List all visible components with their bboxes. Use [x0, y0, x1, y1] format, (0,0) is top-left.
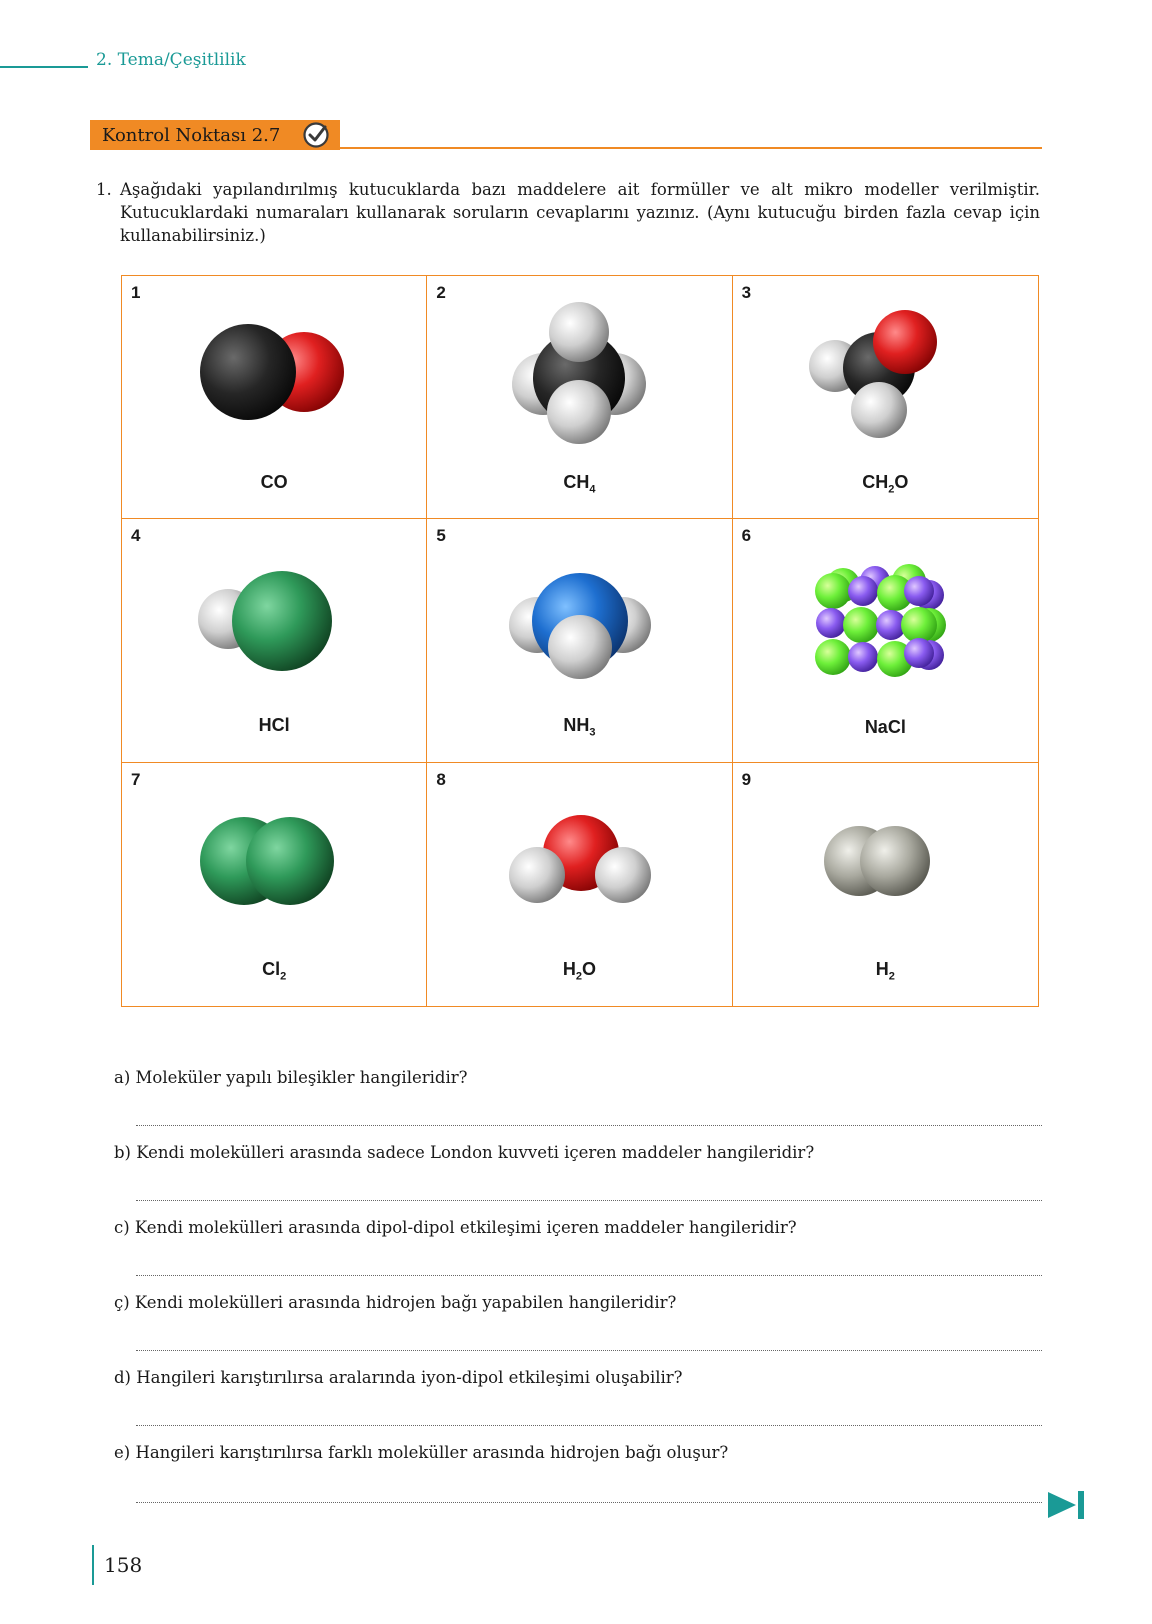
grid-cell-5	[427, 519, 732, 762]
grid-cell-4	[122, 519, 427, 762]
checkpoint-rule	[340, 147, 1042, 149]
nacl-lattice-model	[733, 539, 1038, 729]
cell-number: 3	[741, 283, 752, 302]
cell-formula: $CH_4$	[563, 472, 596, 496]
cell-formula: $NH_3$	[563, 715, 596, 739]
answer-line-e[interactable]	[136, 1502, 1042, 1503]
answer-line-a[interactable]	[136, 1125, 1042, 1126]
subquestion-cc: ç) Kendi molekülleri arasında hidrojen bağı yapabilen hangileridir?	[114, 1293, 677, 1312]
cell-number: 9	[741, 769, 752, 789]
cell-formula: $H_2O$	[562, 958, 597, 983]
molecule-grid	[121, 275, 1039, 1007]
cell-number: 8	[436, 769, 446, 789]
grid-cell-1	[122, 276, 427, 519]
cell-formula: HCl	[258, 715, 290, 736]
page-number-rule	[92, 1545, 94, 1585]
header-title: 2. Tema/Çeşitlilik	[96, 50, 246, 70]
grid-cell-3	[733, 276, 1038, 519]
checkpoint-title: Kontrol Noktası 2.7	[90, 120, 340, 150]
cell-formula: NaCl	[864, 717, 906, 738]
cell-number: 2	[436, 283, 446, 302]
hcl-model	[122, 539, 427, 729]
h2o-model	[427, 783, 732, 973]
answer-line-b[interactable]	[136, 1200, 1042, 1201]
next-page-icon[interactable]	[1048, 1490, 1086, 1520]
grid-cell-8	[427, 763, 732, 1006]
cell-number: 4	[131, 526, 141, 546]
checkmark-icon	[302, 121, 330, 149]
header-rule	[0, 66, 88, 68]
subquestion-a: a) Moleküler yapılı bileşikler hangileridir?	[114, 1068, 468, 1087]
grid-cell-6	[733, 519, 1038, 762]
page-number: 158	[104, 1553, 143, 1577]
cl2-model	[122, 783, 427, 973]
grid-cell-7	[122, 763, 427, 1006]
ch2o-model	[733, 296, 1038, 486]
cell-formula: $Cl_2$	[262, 958, 287, 983]
ch4-model	[427, 296, 732, 486]
cell-number: 5	[436, 526, 446, 546]
answer-line-cc[interactable]	[136, 1350, 1042, 1351]
answer-line-c[interactable]	[136, 1275, 1042, 1276]
answer-line-d[interactable]	[136, 1425, 1042, 1426]
question-1	[96, 178, 1040, 247]
question-number: 1.	[96, 180, 112, 199]
subquestion-b: b) Kendi molekülleri arasında sadece London kuvveti içeren maddeler hangileridir?	[114, 1143, 815, 1162]
subquestion-d: d) Hangileri karıştırılırsa aralarında iyon-dipol etkileşimi oluşabilir?	[114, 1368, 683, 1387]
cell-number: 6	[741, 526, 752, 546]
cell-formula: $H_2$	[875, 958, 895, 983]
question-text: Aşağıdaki yapılandırılmış kutucuklarda bazı maddelere ait formüller ve alt mikro modeller verilmiştir. Kutucuklardaki numaraları kullanarak soruların cevaplarını yazınız. (Aynı kutucuğu birden fazla cevap için kullanabilirsiniz.)	[120, 180, 1040, 245]
grid-cell-2	[427, 276, 732, 519]
checkpoint-banner	[90, 120, 1042, 150]
subquestion-e: e) Hangileri karıştırılırsa farklı moleküller arasında hidrojen bağı oluşur?	[114, 1443, 729, 1462]
cell-formula: $CH_2O$	[862, 472, 909, 496]
cell-number: 7	[131, 769, 141, 789]
cell-formula: CO	[260, 472, 288, 492]
h2-model	[733, 783, 1038, 973]
cell-number: 1	[131, 283, 141, 302]
co-model	[122, 296, 427, 486]
nh3-model	[427, 539, 732, 729]
grid-cell-9	[733, 763, 1038, 1006]
subquestion-c: c) Kendi molekülleri arasında dipol-dipol etkileşimi içeren maddeler hangileridir?	[114, 1218, 797, 1237]
